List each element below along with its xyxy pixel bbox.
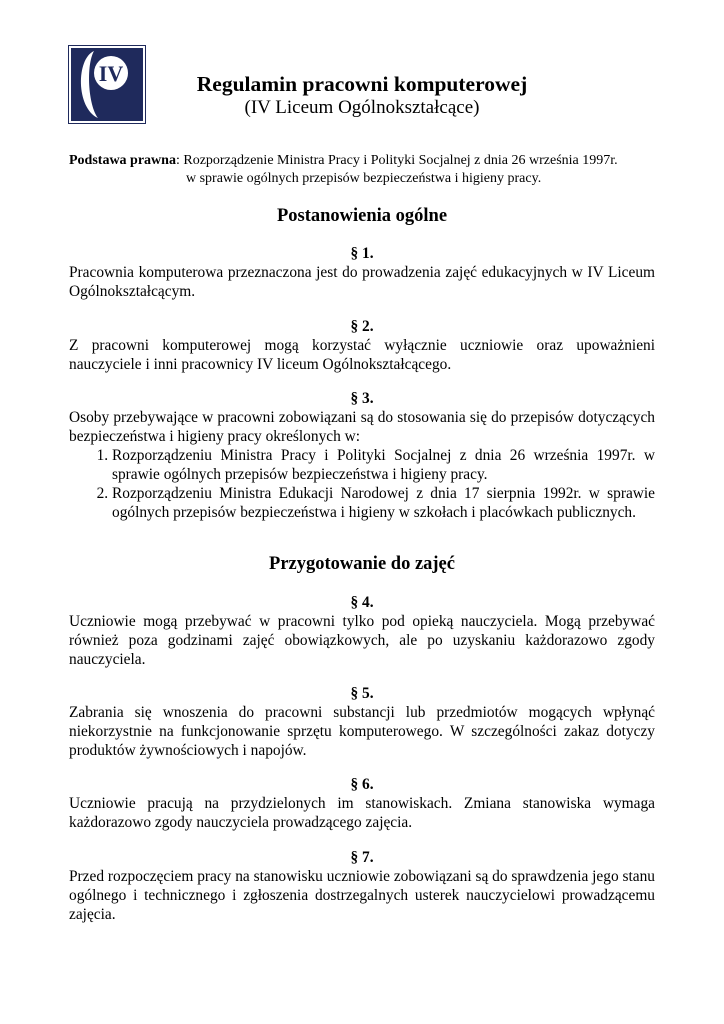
legal-basis-text-1: : Rozporządzenie Ministra Pracy i Polityki Socjalnej z dnia 26 września 1997r. [175, 153, 618, 168]
section-heading-preparation: Przygotowanie do zajęć [269, 554, 455, 574]
legal-basis [69, 152, 669, 188]
list-item: 2. Rozporządzeniu Ministra Edukacji Narodowej z dnia 17 sierpnia 1992r. w sprawie ogólnych przepisów bezpieczeństwa i higieny w szkołach i placówkach publicznych. [112, 484, 655, 522]
regulation-list [69, 446, 655, 522]
paragraph-number: § 1. [350, 245, 374, 262]
paragraph-2 [69, 317, 655, 374]
section-heading-general: Postanowienia ogólne [276, 206, 448, 226]
paragraph-number: § 7. [350, 849, 374, 866]
paragraph-text: Z pracowni komputerowej mogą korzystać wyłącznie uczniowie oraz upoważnieni nauczyciele i inni pracownicy IV liceum Ogólnokształcącego. [69, 337, 655, 373]
paragraph-number: § 4. [350, 594, 374, 611]
page-subtitle: (IV Liceum Ogólnokształcące) [244, 97, 480, 118]
logo-text: IV [98, 61, 124, 86]
legal-basis-text-2: w sprawie ogólnych przepisów bezpieczeństwa i higieny pracy. [186, 171, 542, 186]
paragraph-text: Uczniowie pracują na przydzielonych im stanowiskach. Zmiana stanowiska wymaga każdorazowo zgody nauczyciela prowadzącego zajęcia. [69, 795, 655, 831]
paragraph-number: § 6. [350, 776, 374, 793]
school-logo [68, 45, 146, 124]
page-title: Regulamin pracowni komputerowej [196, 72, 528, 96]
paragraph-text: Przed rozpoczęciem pracy na stanowisku uczniowie zobowiązani są do sprawdzenia jego stanu ogólnego i technicznego i zgłoszenia dostrzegalnych usterek nauczycielowi prowadzącemu zajęcia. [69, 868, 655, 923]
paragraph-text: Uczniowie mogą przebywać w pracowni tylko pod opieką nauczyciela. Mogą przebywać również poza godzinami zajęć obowiązkowych, ale po uzyskaniu każdorazowo zgody nauczyciela. [69, 613, 655, 668]
list-item: 1. Rozporządzeniu Ministra Pracy i Polityki Socjalnej z dnia 26 września 1997r. w sprawie ogólnych przepisów bezpieczeństwa i higieny pracy. [112, 446, 655, 484]
legal-basis-label: Podstawa prawna [69, 153, 176, 168]
paragraph-text: Osoby przebywające w pracowni zobowiązani są do stosowania się do przepisów dotyczących bezpieczeństwa i higieny pracy określonych w: [69, 409, 655, 445]
paragraph-text: Zabrania się wnoszenia do pracowni substancji lub przedmiotów mogących wpłynąć niekorzystnie na funkcjonowanie sprzętu komputerowego. W szczególności zakaz dotyczy produktów żywnościowych i napojów. [69, 704, 655, 759]
paragraph-text: Pracownia komputerowa przeznaczona jest do prowadzenia zajęć edukacyjnych w IV Liceum Ogólnokształcącym. [69, 264, 655, 300]
paragraph-5 [69, 684, 655, 760]
paragraph-4 [69, 593, 655, 669]
paragraph-6 [69, 775, 655, 832]
paragraph-1 [69, 244, 655, 301]
paragraph-3 [69, 389, 655, 522]
paragraph-number: § 3. [350, 390, 374, 407]
paragraph-number: § 5. [350, 685, 374, 702]
paragraph-number: § 2. [350, 318, 374, 335]
paragraph-7 [69, 848, 655, 924]
